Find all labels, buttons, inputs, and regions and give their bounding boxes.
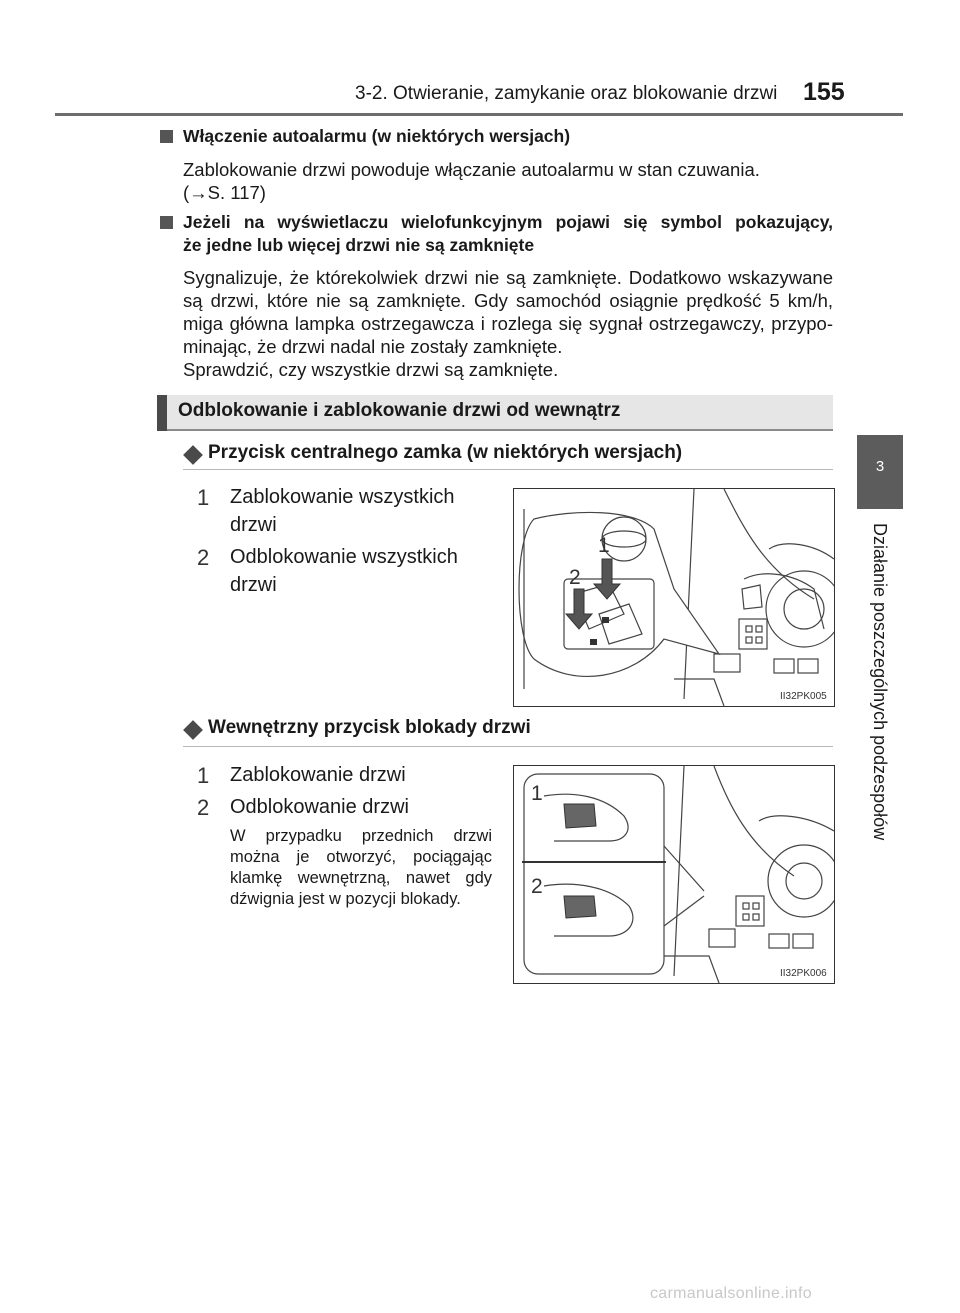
bullet-heading: że jedne lub więcej drzwi nie są zamknięte bbox=[183, 235, 535, 255]
subsection-title: Przycisk centralnego zamka (w niektórych wersjach) bbox=[208, 442, 683, 463]
step-text: drzwi bbox=[230, 574, 277, 596]
section-title: Odblokowanie i zablokowanie drzwi od wewnątrz bbox=[178, 400, 621, 421]
bullet-text: minając, że drzwi nadal nie zostały zamknięte. bbox=[183, 336, 563, 357]
bullet-heading: Włączenie autoalarmu (w niektórych wersjach) bbox=[183, 126, 571, 146]
figure-central-lock-switch bbox=[513, 488, 835, 707]
chapter-tab-label: Działanie poszczególnych podzespołów bbox=[870, 523, 890, 841]
note-text: można je otworzyć, pociągając bbox=[230, 848, 492, 866]
central-lock-illustration bbox=[514, 489, 834, 706]
diamond-bullet-icon bbox=[183, 445, 203, 465]
step-text: Odblokowanie wszystkich bbox=[230, 546, 458, 568]
step-number: 2 bbox=[197, 545, 210, 570]
step-number: 1 bbox=[197, 485, 210, 510]
subsection-title: Wewnętrzny przycisk blokady drzwi bbox=[208, 717, 531, 738]
note-text: W przypadku przednich drzwi bbox=[230, 827, 492, 845]
step-text: Zablokowanie drzwi bbox=[230, 764, 406, 786]
note-text: dźwignia jest w pozycji blokady. bbox=[230, 890, 461, 908]
bullet-text: Zablokowanie drzwi powoduje włączanie autoalarmu w stan czuwania. bbox=[183, 159, 760, 180]
bullet-text: Sprawdzić, czy wszystkie drzwi są zamknięte. bbox=[183, 359, 559, 380]
bullet-text: miga główna lampka ostrzegawcza i rozlega się sygnał ostrzegawczy, przypo- bbox=[183, 313, 833, 334]
figure-callout-number: 1 bbox=[531, 782, 543, 805]
page-reference-link[interactable]: (→S. 117) bbox=[183, 182, 266, 203]
bullet-heading: Jeżeli na wyświetlaczu wielofunkcyjnym pojawi się symbol pokazujący, bbox=[183, 212, 833, 232]
page-number: 155 bbox=[803, 78, 845, 106]
bullet-square-icon bbox=[160, 130, 173, 143]
step-text: Zablokowanie wszystkich bbox=[230, 486, 455, 508]
bullet-text: są drzwi, które nie są zamknięte. Gdy samochód osiągnie prędkość 5 km/h, bbox=[183, 290, 833, 311]
subsection-rule bbox=[183, 469, 833, 470]
step-text: Odblokowanie drzwi bbox=[230, 796, 409, 818]
figure-callout-number: 1 bbox=[598, 534, 610, 557]
subsection-rule bbox=[183, 746, 833, 747]
watermark: carmanualsonline.info bbox=[650, 1285, 812, 1302]
door-lock-illustration bbox=[514, 766, 834, 983]
chapter-tab-number: 3 bbox=[875, 458, 885, 475]
section-bar-accent bbox=[157, 395, 167, 431]
step-number: 2 bbox=[197, 795, 210, 820]
bullet-square-icon bbox=[160, 216, 173, 229]
bullet-text: Sygnalizuje, że którekolwiek drzwi nie są zamknięte. Dodatkowo wskazywane bbox=[183, 267, 833, 288]
running-header-section: 3-2. Otwieranie, zamykanie oraz blokowanie drzwi bbox=[355, 83, 778, 104]
figure-callout-number: 2 bbox=[531, 875, 543, 898]
figure-callout-number: 2 bbox=[569, 566, 581, 589]
step-number: 1 bbox=[197, 763, 210, 788]
header-rule bbox=[55, 113, 903, 116]
figure-code: II32PK005 bbox=[780, 691, 827, 702]
step-text: drzwi bbox=[230, 514, 277, 536]
figure-code: II32PK006 bbox=[780, 968, 827, 979]
diamond-bullet-icon bbox=[183, 720, 203, 740]
figure-door-lock-knob bbox=[513, 765, 835, 984]
note-text: klamkę wewnętrzną, nawet gdy bbox=[230, 869, 492, 887]
